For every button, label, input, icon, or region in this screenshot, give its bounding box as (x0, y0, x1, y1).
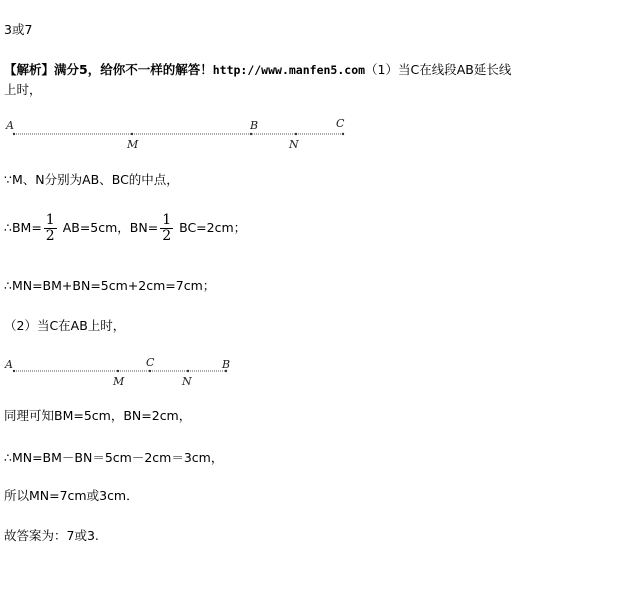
label-b: B (222, 358, 231, 371)
analysis-line (4, 62, 511, 78)
final-answer-line: 故答案为：7或3. (4, 528, 99, 543)
fraction-half-2 (160, 213, 173, 244)
label-n: N (182, 375, 192, 388)
because-line: ∵M、N分别为AB、BC的中点， (4, 172, 179, 187)
label-n: N (289, 138, 299, 151)
fraction-numerator: 1 (162, 212, 172, 228)
similarly-line: 同理可知BM=5cm，BN=2cm， (4, 408, 192, 423)
promo-text: 满分5，给你不一样的解答！ (54, 62, 213, 77)
fraction-denominator: 2 (45, 228, 55, 244)
therefore-line-1 (4, 212, 246, 244)
point-c (149, 370, 151, 372)
analysis-line-cont: 上时， (4, 82, 42, 97)
label-a: A (5, 358, 13, 371)
point-n (295, 133, 297, 135)
bc-suffix: BC=2cm； (175, 220, 247, 235)
point-c (342, 133, 344, 135)
point-b (250, 133, 252, 135)
bn-middle: AB=5cm，BN= (58, 220, 159, 235)
point-m (131, 133, 133, 135)
case1-intro: （1）当C在线段AB延长线 (365, 62, 512, 77)
therefore-line-3: ∴MN=BM－BN＝5cm－2cm＝3cm， (4, 450, 224, 465)
so-line: 所以MN=7cm或3cm． (4, 488, 139, 503)
fraction-half-1 (44, 213, 57, 244)
point-n (187, 370, 189, 372)
bm-prefix: ∴BM= (4, 220, 42, 235)
label-a: A (6, 119, 14, 132)
figure-case2 (0, 352, 260, 392)
label-c: C (336, 117, 345, 130)
label-c: C (146, 356, 155, 369)
point-a (13, 133, 15, 135)
label-m: M (113, 375, 125, 388)
point-a (13, 370, 15, 372)
fraction-denominator: 2 (162, 228, 172, 244)
analysis-tag: 【解析】 (4, 62, 55, 77)
label-b: B (250, 119, 259, 132)
case2-line: （2）当C在AB上时， (4, 318, 126, 333)
fraction-numerator: 1 (45, 212, 55, 228)
point-m (117, 370, 119, 372)
therefore-line-2: ∴MN=BM+BN=5cm+2cm=7cm； (4, 278, 216, 293)
answer-line: 3或7 (4, 22, 33, 37)
label-m: M (127, 138, 139, 151)
figure-case1 (0, 115, 360, 155)
promo-url: http://www.manfen5.com (212, 63, 366, 77)
